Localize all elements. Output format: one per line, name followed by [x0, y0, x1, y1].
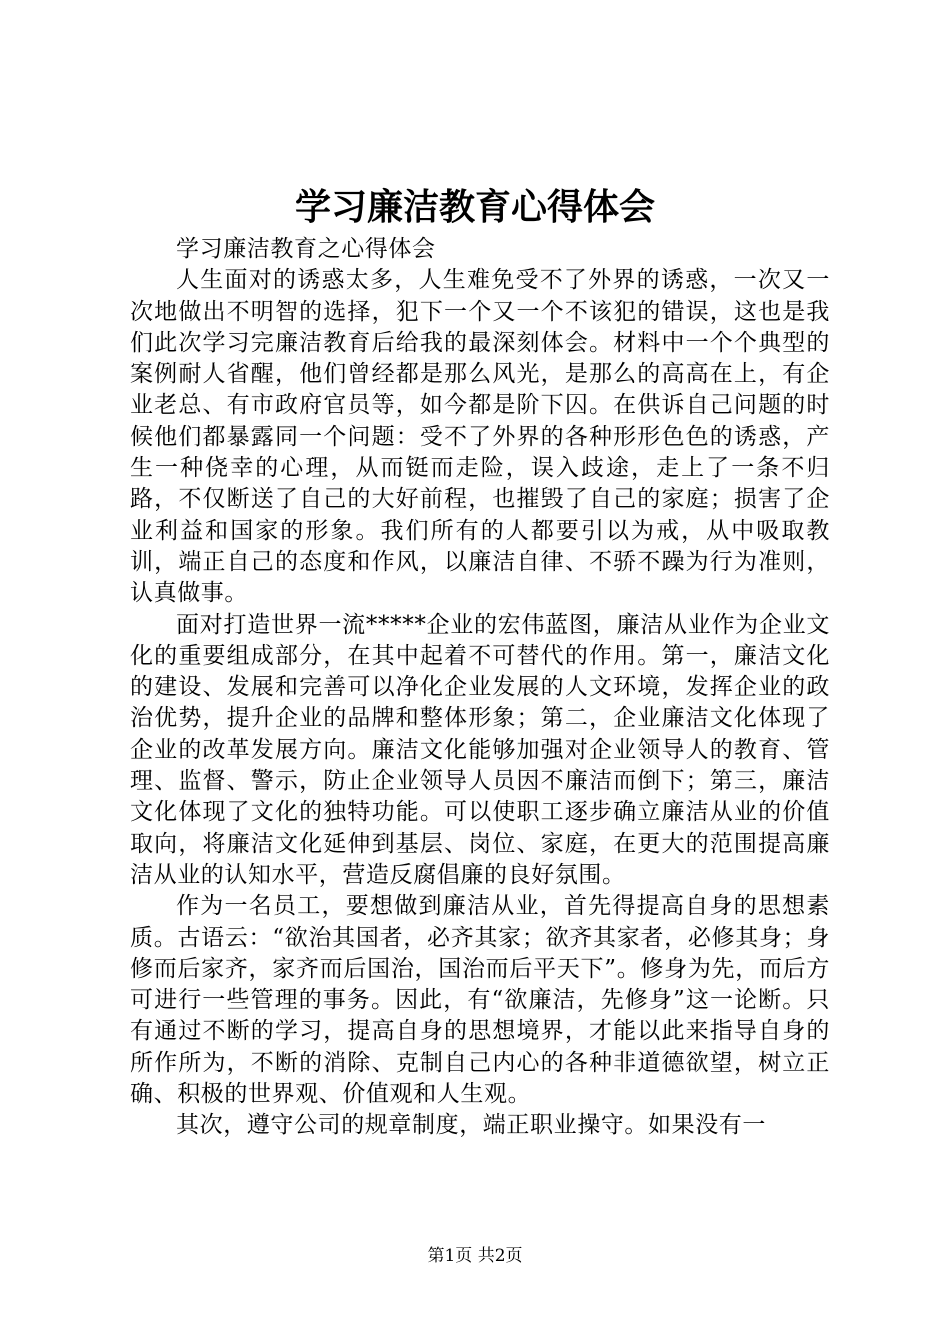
subtitle-paragraph: 学习廉洁教育之心得体会	[176, 236, 436, 262]
body-paragraph: 其次，遵守公司的规章制度，端正职业操守。如果没有一	[176, 1112, 766, 1139]
page-number-footer: 第1页 共2页	[427, 1246, 523, 1266]
body-paragraph: 作为一名员工，要想做到廉洁从业，首先得提高自身的思想素质。古语云：“欲治其国者，必齐其家；欲齐其家者，必修其身；身修而后家齐，家齐而后国治，国治而后平天下”。修身为先，而后方可进行一些管理的事务。因此，有“欲廉洁，先修身”这一论断。只有通过不断的学习，提高自身的思想境界，才能以此来指导自身的所作所为，不断的消除、克制自己内心的各种非道德欲望，树立正确、积极的世界观、价值观和人生观。	[130, 893, 830, 1108]
document-body	[130, 234, 830, 1142]
body-paragraph: 人生面对的诱惑太多，人生难免受不了外界的诱惑，一次又一次地做出不明智的选择，犯下一个又一个不该犯的错误，这也是我们此次学习完廉洁教育后给我的最深刻体会。材料中一个个典型的案例耐人省醒，他们曾经都是那么风光，是那么的高高在上，有企业老总、有市政府官员等，如今都是阶下囚。在供诉自己问题的时候他们都暴露同一个问题：受不了外界的各种形形色色的诱惑，产生一种侥幸的心理，从而铤而走险，误入歧途，走上了一条不归路，不仅断送了自己的大好前程，也摧毁了自己的家庭；损害了企业利益和国家的形象。我们所有的人都要引以为戒，从中吸取教训，端正自己的态度和作风，以廉洁自律、不骄不躁为行为准则，认真做事。	[130, 267, 830, 607]
document-title: 学习廉洁教育心得体会	[294, 187, 655, 228]
body-paragraph: 面对打造世界一流*****企业的宏伟蓝图，廉洁从业作为企业文化的重要组成部分，在其中起着不可替代的作用。第一，廉洁文化的建设、发展和完善可以净化企业发展的人文环境，发挥企业的政治优势，提升企业的品牌和整体形象；第二，企业廉洁文化体现了企业的改革发展方向。廉洁文化能够加强对企业领导人的教育、管理、监督、警示，防止企业领导人员因不廉洁而倒下；第三，廉洁文化体现了文化的独特功能。可以使职工逐步确立廉洁从业的价值取向，将廉洁文化延伸到基层、岗位、家庭，在更大的范围提高廉洁从业的认知水平，营造反腐倡廉的良好氛围。	[130, 611, 830, 888]
